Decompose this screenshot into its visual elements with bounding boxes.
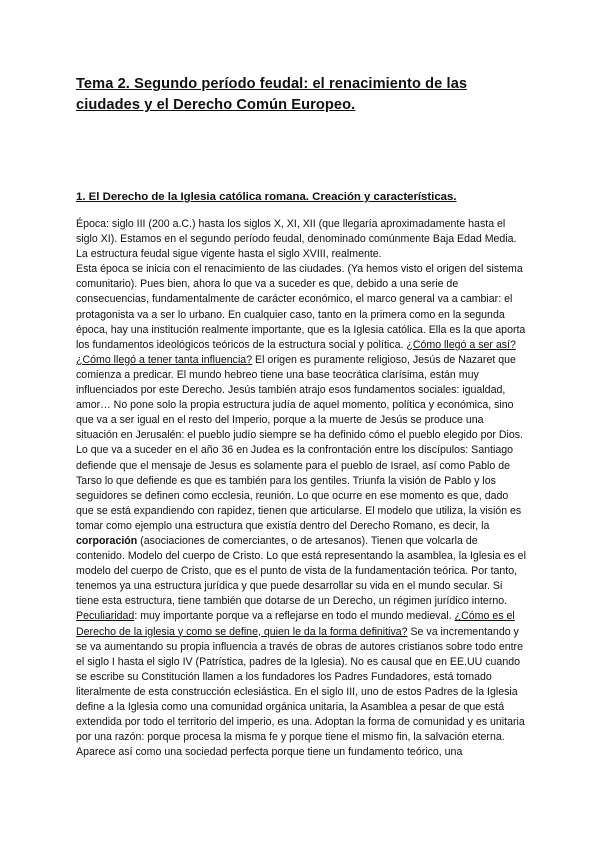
underlined-question: ¿Cómo es el Derecho de la iglesia y como se define, quien le da la forma definitiva?	[76, 610, 515, 638]
text-span: Lo que va a suceder en el año 36 en Judea es la confrontación entre los discípulos: Santiago defiende que el mensaje de Jesus es solamente para el pueblo de Israel, así como Pablo de Tarso lo que defiende es que es también para los gentiles. Triunfa la visión de Pablo y los seguidores se definen como ecclesia, reunión. Lo que ocurre en ese momento es que, dado que se está expandiendo con rapidez, tienen que articularse. El modelo que utiliza, la visión es tomar como ejemplo una estructura que existía dentro del Derecho Romano, es decir, la	[76, 444, 522, 532]
underlined-term: Peculiaridad	[76, 610, 135, 623]
bold-term: corporación	[76, 534, 138, 547]
section-heading: 1. El Derecho de la Iglesia católica romana. Creación y características.	[76, 191, 457, 203]
text-span: : muy importante porque va a reflejarse en todo el mundo medieval.	[134, 610, 455, 623]
paragraph-epoch: Época: siglo III (200 a.C.) hasta los siglos X, XI, XII (que llegaría aproximadamente hasta el siglo XI). Estamos en el segundo período feudal, denominado comúnmente Baja Edad Media. La estructura feudal sigue vigente hasta el siglo XVIII, realmente.	[76, 218, 517, 261]
paragraph-cities	[76, 262, 528, 443]
body-text	[76, 217, 528, 760]
text-span: Se va incrementando y se va aumentando su propia influencia a través de obras de autores cristianos sobre todo entre el siglo I hasta el siglo IV (Patrística, padres de la Iglesia). No es causal que en EE.UU cuando se escribe su Constitución llamen a los fundadores los Padres Fundadores, está tomado literalmente de esta construcción eclesiástica. En el siglo III, uno de estos Padres de la Iglesia define a la Iglesia como una comunidad orgánica unitaria, la Asamblea a pesar de que está extendida por todo el territorio del imperio, es una. Adoptan la forma de comunidad y es unitaria por una razón: porque procesa la misma fe y porque tiene el mismo fin, la salvación eterna. Aparece así como una sociedad perfecta porque tiene un fundamento teórico, una	[76, 625, 525, 759]
paragraph-judea	[76, 443, 528, 760]
text-span: (asociaciones de comerciantes, o de artesanos). Tienen que volcarla de contenido. Modelo del cuerpo de Cristo. Lo que está representando la asamblea, la Iglesia es el modelo del cuerpo de Cristo, que es el punto de vista de la fundamentación teórica. Por tanto, tenemos ya una estructura jurídica y que puede desarrollar su vida en el mundo secular. Si tiene esta estructura, tiene también que dotarse de un Derecho, un régimen jurídico interno.	[76, 534, 526, 608]
text-span: El origen es puramente religioso, Jesús de Nazaret que comienza a predicar. El mundo hebreo tiene una base teocrática clarísima, están muy influenciados por este Derecho. Jesús también atrajo esos fundamentos sociales: igualdad, amor… No pone solo la propia estructura judía de aquel momento, política y económica, sino que va a ser igual en el resto del Imperio, porque a la muerte de Jesús se produce una situación en Jerusalén: el pueblo judío siempre se ha definido cómo el pueblo elegido por Dios.	[76, 353, 523, 442]
underlined-question: ¿Cómo llegó a ser así? ¿Cómo llegó a tener tanta influencia?	[76, 338, 516, 366]
text-span: Esta época se inicia con el renacimiento de las ciudades. (Ya hemos visto el origen del sistema comunitario). Pues bien, ahora lo que va a suceder es que, debido a una serie de consecuencias, fundamentalmente de carácter económico, el marco general va a cambiar: el protagonista va a ser lo urbano. En cualquier caso, tanto en la primera como en la segunda época, hay una institución realmente importante, que es la Iglesia católica. Ella es la que aporta los fundamentos ideológicos teóricos de la estructura social y política.	[76, 263, 526, 351]
document-title: Tema 2. Segundo período feudal: el renacimiento de las ciudades y el Derecho Común Europeo.	[76, 76, 468, 113]
